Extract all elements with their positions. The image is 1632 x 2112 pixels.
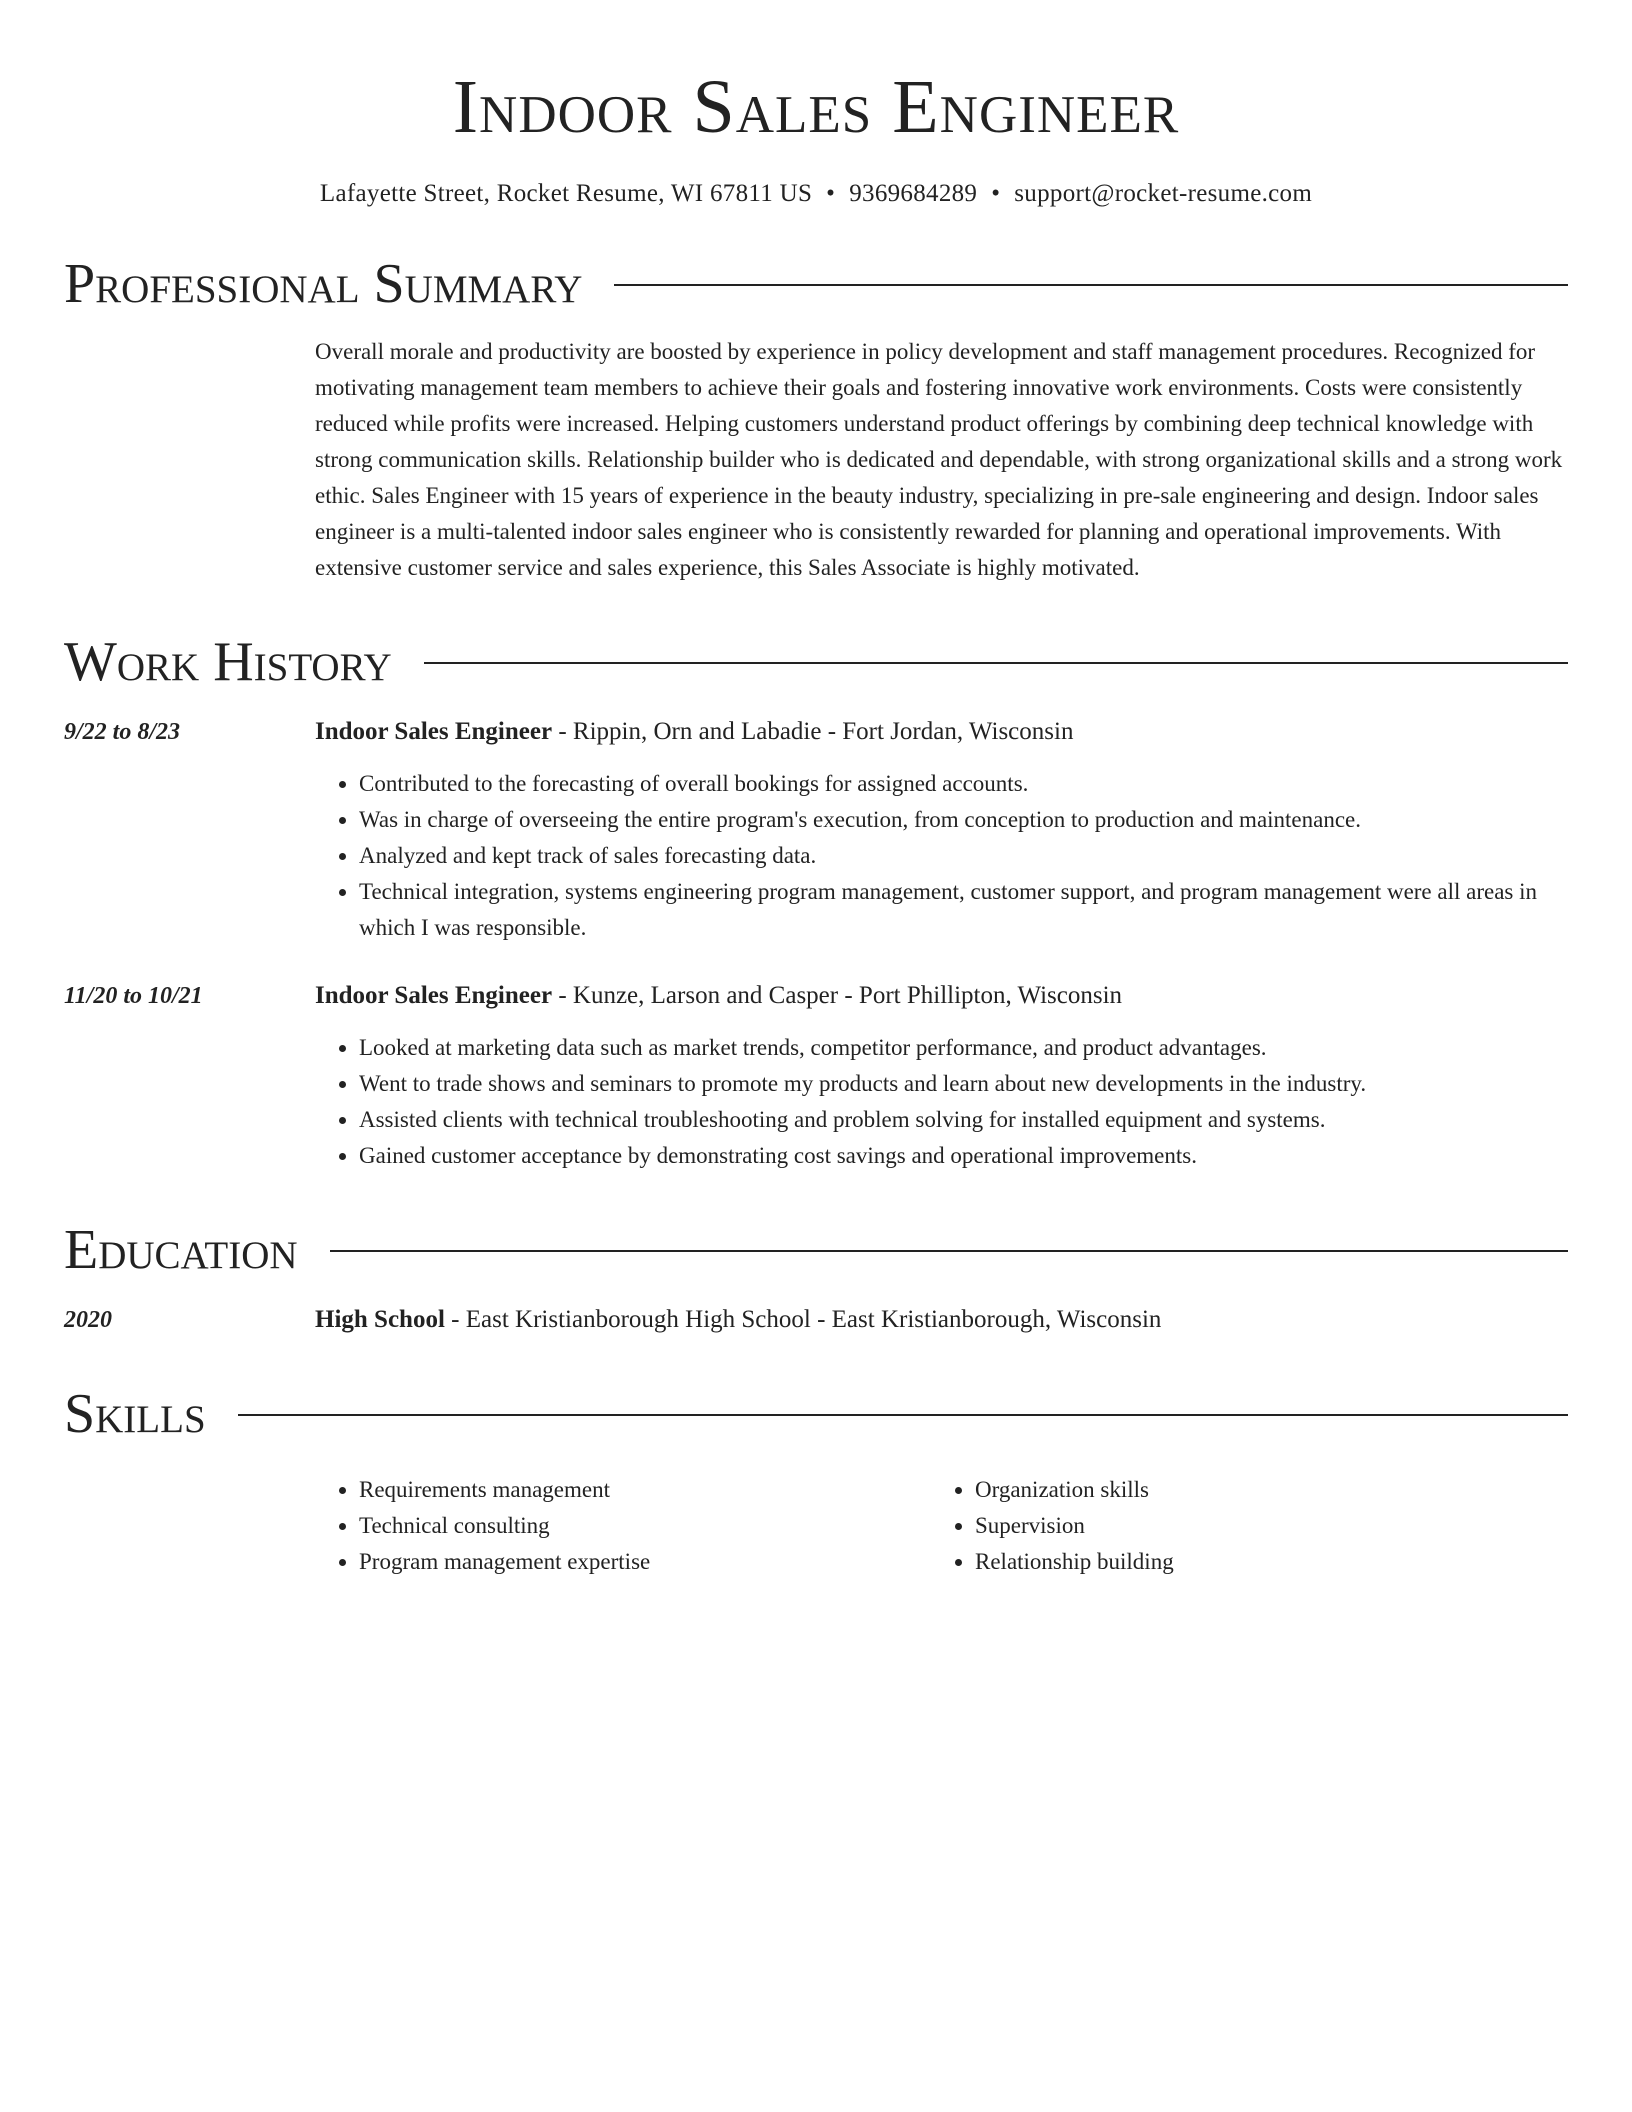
work-section-header [64, 632, 1568, 692]
job-content [315, 978, 1568, 1174]
section-divider [330, 1250, 1568, 1252]
education-details: - East Kristianborough High School - East Kristianborough, Wisconsin [444, 1306, 1162, 1333]
education-heading: Education [64, 1219, 298, 1281]
candidate-name: Indoor Sales Engineer [452, 65, 1180, 149]
list-item: • Program management expertise [359, 1544, 931, 1580]
list-item: • Contributed to the forecasting of overall bookings for assigned accounts. [359, 766, 1568, 802]
education-section-header [64, 1220, 1568, 1280]
job-content [315, 714, 1568, 946]
job-details: - Kunze, Larson and Casper - Port Phillipton, Wisconsin [552, 982, 1123, 1009]
list-item: • Relationship building [975, 1544, 1547, 1580]
list-item: • Organization skills [975, 1472, 1547, 1508]
list-item: • Analyzed and kept track of sales forecasting data. [359, 838, 1568, 874]
section-divider [238, 1414, 1568, 1416]
list-item: • Technical consulting [359, 1508, 931, 1544]
skills-heading: Skills [64, 1383, 206, 1445]
contact-address: Lafayette Street, Rocket Resume, WI 67811 US [319, 180, 813, 207]
job-entry [64, 714, 1568, 946]
job-details: - Rippin, Orn and Labadie - Fort Jordan, Wisconsin [552, 718, 1074, 745]
list-item: • Requirements management [359, 1472, 931, 1508]
job-title-line [315, 714, 1568, 750]
contact-line [64, 180, 1568, 208]
contact-phone: 9369684289 [849, 180, 978, 207]
education-degree: High School [315, 1306, 445, 1333]
job-row [64, 714, 1568, 946]
job-bullets [315, 766, 1568, 946]
skills-right-column [931, 1472, 1547, 1580]
job-entry [64, 978, 1568, 1174]
list-item: • Looked at marketing data such as market trends, competitor performance, and product advantages. [359, 1030, 1568, 1066]
contact-email: support@rocket-resume.com [1014, 180, 1313, 207]
job-title: Indoor Sales Engineer [315, 982, 553, 1009]
summary-text: Overall morale and productivity are boosted by experience in policy development and staff management procedures. Recognized for motivating management team members to achieve their goals and fostering innovative work environments. Costs were consistently reduced while profits were increased. Helping customers understand product offerings by combining deep technical knowledge with strong communication skills. Relationship builder who is dedicated and dependable, with strong organizational skills and a strong work ethic. Sales Engineer with 15 years of experience in the beauty industry, specializing in pre-sale engineering and design. Indoor sales engineer is a multi-talented indoor sales engineer who is consistently rewarded for planning and operational improvements. With extensive customer service and sales experience, this Sales Associate is highly motivated. [315, 339, 1563, 580]
contact-separator: • [826, 180, 836, 207]
section-divider [424, 662, 1568, 664]
job-row [64, 978, 1568, 1174]
education-content [315, 1302, 1568, 1338]
skills-left-column [315, 1472, 931, 1580]
job-dates: 9/22 to 8/23 [64, 719, 181, 745]
education-row [64, 1302, 1568, 1338]
list-item: • Was in charge of overseeing the entire program's execution, from conception to production and maintenance. [359, 802, 1568, 838]
education-year: 2020 [64, 1307, 112, 1333]
list-item: • Gained customer acceptance by demonstrating cost savings and operational improvements. [359, 1138, 1568, 1174]
contact-separator: • [991, 180, 1001, 207]
list-item: • Assisted clients with technical troubleshooting and problem solving for installed equipment and systems. [359, 1102, 1568, 1138]
job-title: Indoor Sales Engineer [315, 718, 553, 745]
education-line [315, 1302, 1568, 1338]
job-title-line [315, 978, 1568, 1014]
section-divider [614, 284, 1568, 286]
list-item: • Supervision [975, 1508, 1547, 1544]
summary-section-header [64, 254, 1568, 314]
summary-heading: Professional Summary [64, 253, 583, 315]
job-dates: 11/20 to 10/21 [64, 983, 203, 1009]
job-bullets [315, 1030, 1568, 1174]
skills-section-header [64, 1384, 1568, 1444]
list-item: • Went to trade shows and seminars to promote my products and learn about new developments in the industry. [359, 1066, 1568, 1102]
skills-columns [315, 1472, 1568, 1580]
list-item: • Technical integration, systems engineering program management, customer support, and program management were all areas in which I was responsible. [359, 874, 1568, 946]
work-heading: Work History [64, 631, 392, 693]
